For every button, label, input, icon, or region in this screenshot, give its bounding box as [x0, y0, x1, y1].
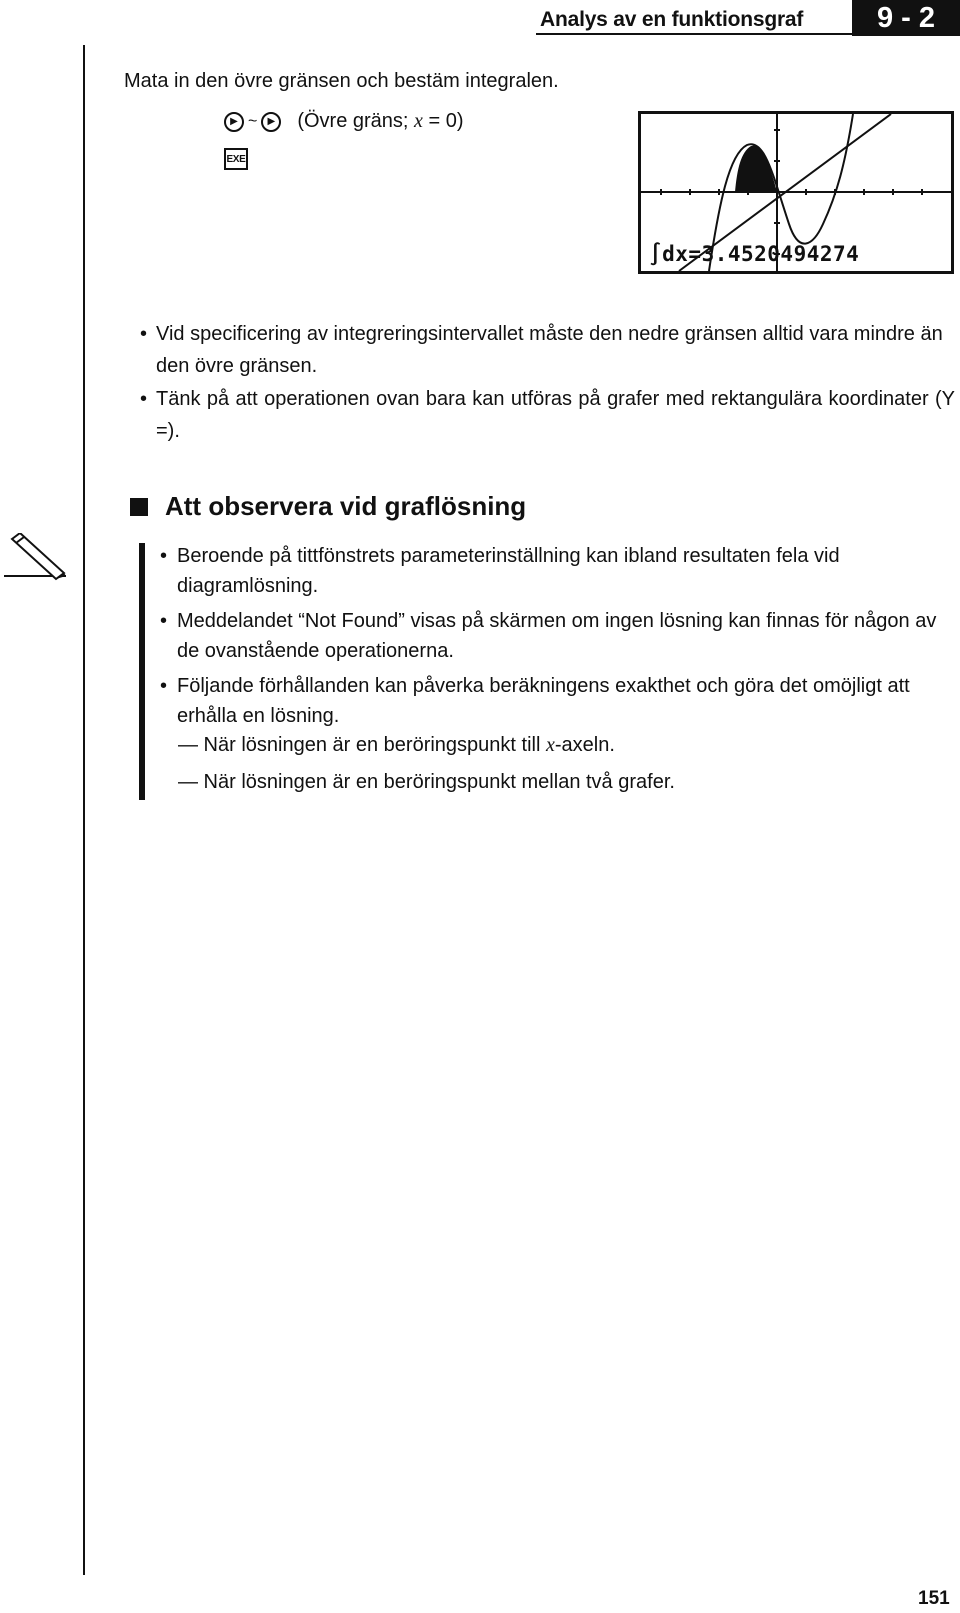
intro-text: Mata in den övre gränsen och bestäm integralen.: [124, 70, 559, 92]
list-item: • Beroende på tittfönstrets parameterinställning kan ibland resultaten fela vid diagramlösning.: [160, 541, 960, 601]
right-arrow-key-icon: ▶: [261, 112, 281, 132]
chapter-number: 9 - 2: [852, 0, 960, 36]
section-marker-icon: [130, 498, 148, 516]
integral-readout: ∫dx=3.4520494274: [649, 242, 860, 266]
list-item: • Meddelandet “Not Found” visas på skärmen om ingen lösning kan finnas för någon av de ovanstående operationerna.: [160, 606, 960, 666]
key-sequence-upper-limit: [224, 110, 464, 133]
section-title: Att observera vid graflösning: [165, 491, 527, 521]
upper-limit-note: (Övre gräns; x = 0): [297, 110, 464, 132]
tips-list: [140, 318, 955, 448]
list-item: • Tänk på att operationen ovan bara kan utföras på grafer med rektangulära koordinater (Y =).: [140, 383, 955, 447]
key-sequence-execute: [224, 148, 248, 170]
notes-list: [160, 541, 960, 736]
calculator-screen: [638, 111, 954, 274]
right-arrow-key-icon: ▶: [224, 112, 244, 132]
page-number: 151: [918, 1588, 950, 1609]
dash-item: — När lösningen är en beröringspunkt mellan två grafer.: [178, 771, 675, 793]
note-bar: [139, 543, 145, 800]
exe-key-icon: EXE: [224, 148, 248, 170]
list-item: • Följande förhållanden kan påverka beräkningens exakthet och göra det omöjligt att erhålla en lösning.: [160, 671, 960, 731]
tilde: ~: [248, 112, 258, 130]
dash-item: — När lösningen är en beröringspunkt till x-axeln.: [178, 734, 615, 756]
header-title: Analys av en funktionsgraf: [540, 8, 804, 31]
margin-line: [83, 45, 85, 1575]
list-item: • Vid specificering av integreringsintervallet måste den nedre gränsen alltid vara mindre än den övre gränsen.: [140, 318, 955, 382]
pencil-icon: [4, 533, 68, 581]
